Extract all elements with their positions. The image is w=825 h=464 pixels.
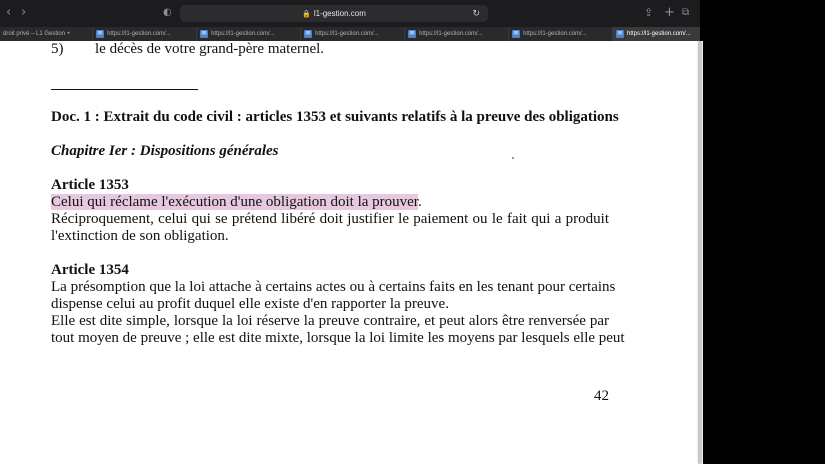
separator-rule <box>51 89 198 90</box>
document-icon: ✉ <box>513 31 519 37</box>
reload-icon[interactable]: ↻ <box>472 8 480 18</box>
tab-label: https://l1-gestion.com/... <box>627 31 691 37</box>
sentence-end: . <box>417 194 422 210</box>
sidebar-icon[interactable]: ◐ <box>163 7 172 18</box>
document-icon: ✉ <box>617 31 623 37</box>
document-page <box>0 41 697 464</box>
tab-l1-gestion-5[interactable] <box>508 27 612 41</box>
article-1353-line: l'extinction de son obligation. <box>51 228 229 244</box>
article-1353-sentence[interactable] <box>51 194 422 211</box>
tab-label: https://l1-gestion.com/... <box>107 31 171 37</box>
tab-l1-gestion-3[interactable] <box>300 27 404 41</box>
chevron-right-icon[interactable]: › <box>21 5 27 20</box>
tab-l1-gestion-4[interactable] <box>404 27 508 41</box>
address-bar[interactable] <box>180 5 488 22</box>
scrollbar-thumb[interactable] <box>698 41 702 464</box>
document-icon: ✉ <box>97 31 103 37</box>
blank-area <box>703 0 825 464</box>
lock-icon: 🔒 <box>302 11 311 18</box>
article-1354-line: Elle est dite simple, lorsque la loi réserve la preuve contraire, et peut alors être renversée par <box>51 313 609 329</box>
share-icon[interactable]: ⇪ <box>644 6 654 19</box>
tab-droit-prive[interactable] <box>0 27 92 41</box>
list-item-text: le décès de votre grand-père maternel. <box>95 41 325 57</box>
tab-label: droit privé – L1 Gestion + <box>3 31 71 37</box>
article-1354-line: tout moyen de preuve ; elle est dite mixte, lorsque la loi limite les moyens par lesquels elle peut <box>51 330 625 346</box>
article-1354-line: dispense celui au profit duquel elle existe d'en rapporter la preuve. <box>51 296 449 312</box>
browser-toolbar <box>0 0 700 27</box>
url-text: l1-gestion.com <box>313 9 366 18</box>
tab-l1-gestion-2[interactable] <box>196 27 300 41</box>
tab-l1-gestion-active[interactable] <box>612 27 700 41</box>
document-icon: ✉ <box>305 31 311 37</box>
document-icon: ✉ <box>201 31 207 37</box>
chevron-left-icon[interactable]: ‹ <box>6 5 12 20</box>
page-number: 42 <box>594 388 609 404</box>
chapter-heading: Chapitre Ier : Dispositions générales <box>51 143 279 159</box>
article-1354-title: Article 1354 <box>51 262 129 278</box>
article-1353-title: Article 1353 <box>51 177 129 193</box>
stray-dot <box>512 157 514 159</box>
tab-l1-gestion-1[interactable] <box>92 27 196 41</box>
tab-label: https://l1-gestion.com/... <box>419 31 483 37</box>
article-1353-line: Réciproquement, celui qui se prétend libéré doit justifier le paiement ou le fait qui a produit <box>51 211 609 227</box>
text-highlight[interactable]: Celui qui réclame l'exécution d'une obligation doit la prouver <box>51 194 418 210</box>
tab-label: https://l1-gestion.com/... <box>211 31 275 37</box>
list-item-number: 5) <box>51 41 64 57</box>
document-icon: ✉ <box>409 31 415 37</box>
tab-bar <box>0 27 700 41</box>
tabs-overview-icon[interactable]: ⧉ <box>682 7 690 18</box>
article-1354-line: La présomption que la loi attache à certains actes ou à certains faits en les tenant pour certains <box>51 279 616 295</box>
doc-heading: Doc. 1 : Extrait du code civil : articles 1353 et suivants relatifs à la preuve des obligations <box>51 109 619 125</box>
tab-label: https://l1-gestion.com/... <box>523 31 587 37</box>
plus-icon[interactable]: + <box>664 5 675 20</box>
tab-label: https://l1-gestion.com/... <box>315 31 379 37</box>
